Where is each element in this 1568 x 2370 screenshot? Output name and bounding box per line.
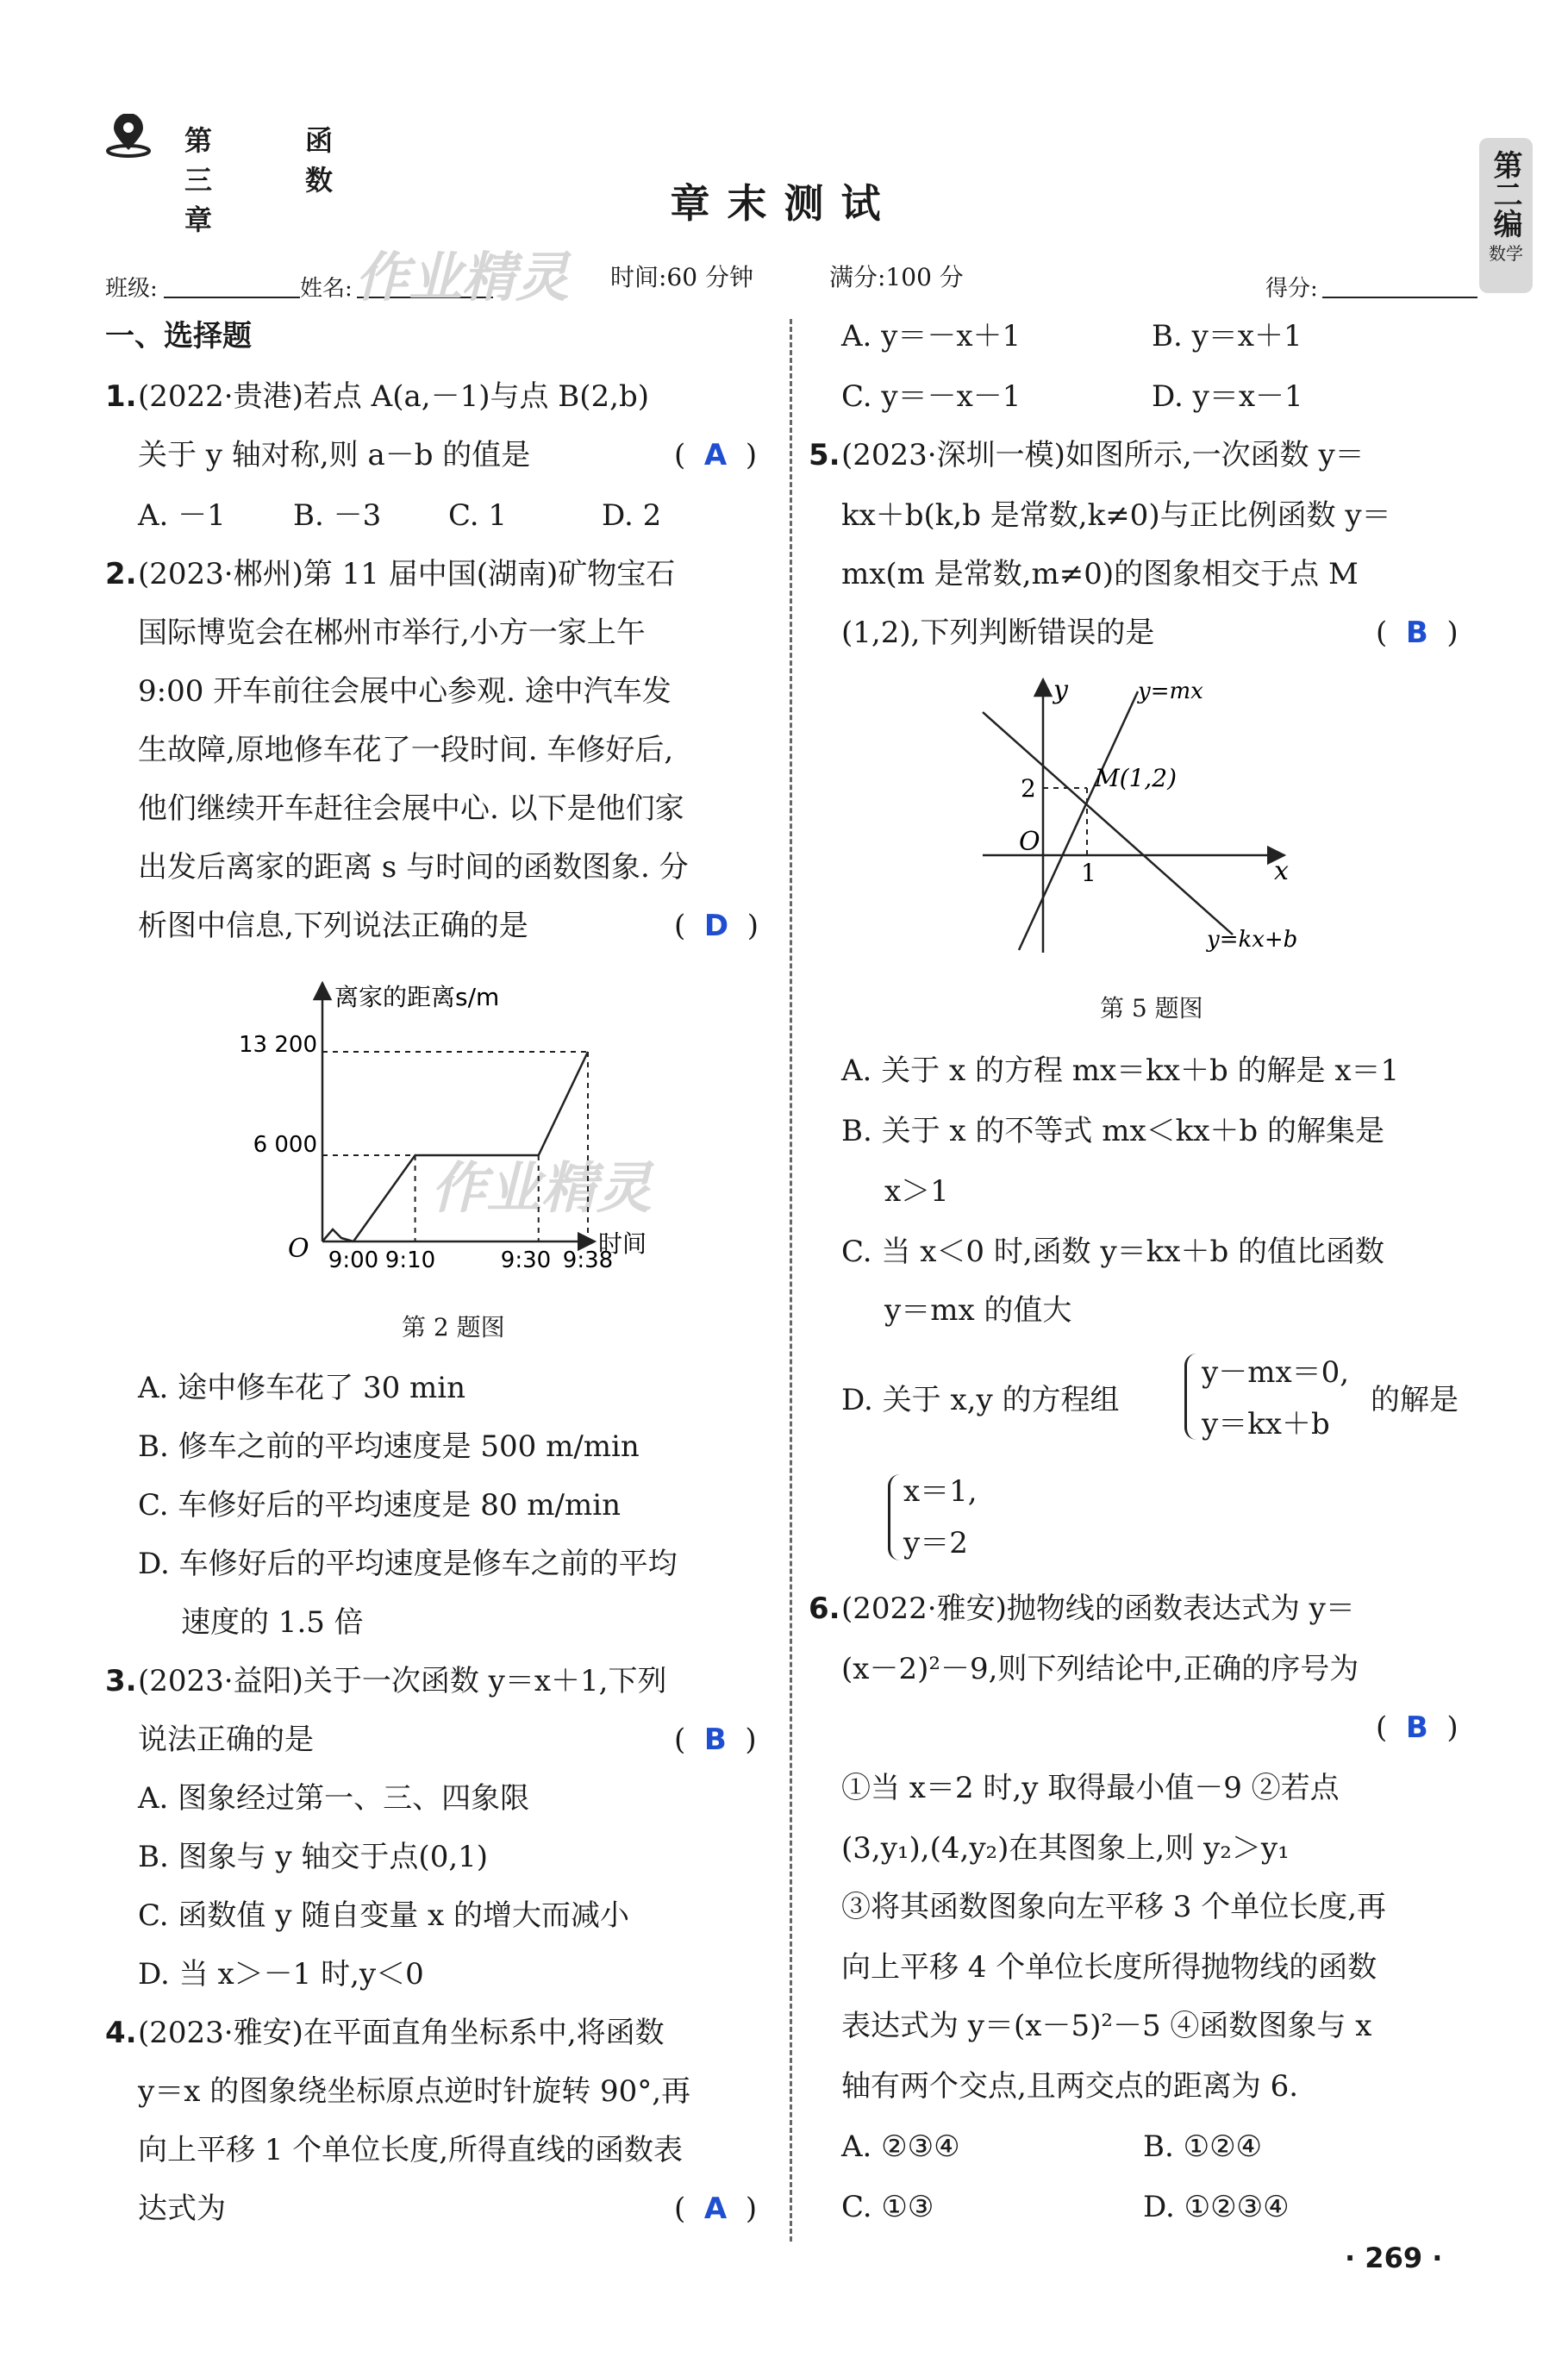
q6-statement-2: (3,y₁),(4,y₂)在其图象上,则 y₂＞y₁ — [841, 1831, 1290, 1866]
q1-option-d: D. 2 — [602, 498, 662, 533]
q2-option-d: D. 车修好后的平均速度是修车之前的平均 — [138, 1547, 678, 1581]
q3-line2: 说法正确的是 — [138, 1723, 314, 1757]
q5-option-b: B. 关于 x 的不等式 mx＜kx＋b 的解集是 — [841, 1114, 1384, 1148]
q2-option-a: A. 途中修车花了 30 min — [138, 1371, 466, 1405]
class-blank — [164, 271, 300, 298]
linear-functions-graph — [974, 672, 1319, 966]
q2-line3: 9:00 开车前往会展中心参观. 途中汽车发 — [138, 674, 672, 709]
chart-x-label: 时间 — [598, 1229, 647, 1258]
q6-statement-3: ③将其函数图象向左平移 3 个单位长度,再 — [841, 1890, 1387, 1924]
q4-line3: 向上平移 1 个单位长度,所得直线的函数表 — [138, 2133, 684, 2167]
chart-y-label: 离家的距离s/m — [334, 983, 500, 1011]
q5-answer-paren: ( B ) — [1376, 616, 1459, 650]
q2-line4: 生故障,原地修车花了一段时间. 车修好后, — [138, 733, 674, 767]
q5-graph-caption: 第 5 题图 — [1100, 994, 1203, 1022]
q1-answer-paren: ( A ) — [674, 438, 758, 472]
chart-xtick-910: 9:10 — [384, 1248, 436, 1273]
q2-answer: D — [703, 909, 729, 943]
q4-option-b: B. y＝x＋1 — [1152, 319, 1303, 353]
q2-answer-paren: ( D ) — [674, 909, 759, 943]
q6-number: 6. — [809, 1591, 840, 1626]
chapter-number: 第三章 — [184, 124, 213, 236]
class-label: 班级: — [105, 276, 158, 302]
chart-xtick-900: 9:00 — [328, 1248, 379, 1273]
q2-chart-caption: 第 2 题图 — [402, 1313, 505, 1341]
q5-option-c: C. 当 x＜0 时,函数 y＝kx＋b 的值比函数 — [841, 1235, 1385, 1269]
q1-answer: A — [703, 438, 728, 472]
q3-option-b: B. 图象与 y 轴交于点(0,1) — [138, 1840, 489, 1874]
full-score: 满分:100 分 — [829, 263, 964, 291]
graph-tick-y: 2 — [1021, 774, 1036, 803]
q1-option-c: C. 1 — [448, 498, 508, 533]
q2-line5: 他们继续开车赶往会展中心. 以下是他们家 — [138, 791, 684, 826]
q1-line2: 关于 y 轴对称,则 a－b 的值是 — [138, 438, 531, 472]
chart-axis-break — [322, 1229, 353, 1241]
q3-line1: (2023·益阳)关于一次函数 y＝x＋1,下列 — [138, 1664, 667, 1698]
q3-answer: B — [703, 1723, 727, 1757]
meta-row — [105, 246, 1476, 309]
q5-answer: B — [1405, 616, 1428, 650]
q4-number: 4. — [105, 2016, 137, 2050]
q2-line2: 国际博览会在郴州市举行,小方一家上午 — [138, 616, 646, 650]
name-label: 姓名: — [300, 276, 353, 302]
q5-d-solution-1: x＝1, — [903, 1474, 978, 1509]
chart-xtick-938: 9:38 — [562, 1248, 614, 1273]
chart-ytick-13200: 13 200 — [239, 1032, 317, 1058]
q6-line1: (2022·雅安)抛物线的函数表达式为 y＝ — [841, 1591, 1355, 1626]
q3-option-d: D. 当 x＞－1 时,y＜0 — [138, 1957, 424, 1992]
q4-answer: A — [703, 2192, 728, 2226]
q5-d-brace — [1184, 1354, 1199, 1440]
distance-time-chart — [233, 974, 681, 1276]
q6-option-d: D. ①②③④ — [1143, 2190, 1290, 2224]
q4-answer-paren: ( A ) — [674, 2192, 758, 2226]
q4-option-a: A. y＝－x＋1 — [841, 319, 1021, 353]
q5-option-d-post: 的解是 — [1371, 1383, 1459, 1417]
graph-x-label: x — [1274, 856, 1289, 886]
graph-point-label: M(1,2) — [1095, 764, 1178, 792]
page-title: 章末测试 — [670, 180, 898, 227]
q6-option-c: C. ①③ — [841, 2190, 934, 2224]
q5-option-a: A. 关于 x 的方程 mx＝kx＋b 的解是 x＝1 — [841, 1054, 1400, 1088]
q6-answer-paren: ( B ) — [1376, 1710, 1459, 1745]
q2-line7: 析图中信息,下列说法正确的是 — [138, 909, 528, 943]
q5-line2: kx＋b(k,b 是常数,k≠0)与正比例函数 y＝ — [841, 498, 1391, 533]
q6-line2: (x－2)²－9,则下列结论中,正确的序号为 — [841, 1652, 1359, 1686]
q5-line1: (2023·深圳一模)如图所示,一次函数 y＝ — [841, 438, 1365, 472]
q5-d-solution-2: y＝2 — [903, 1526, 968, 1560]
location-pin-icon — [105, 114, 152, 159]
q5-d-system-1: y－mx＝0, — [1202, 1355, 1350, 1390]
chart-watermark: 作业精灵 — [431, 1157, 652, 1221]
q5-option-c-cont: y＝mx 的值大 — [884, 1293, 1072, 1328]
q3-option-c: C. 函数值 y 随自变量 x 的增大而减小 — [138, 1898, 630, 1933]
side-tab-sub: 数学 — [1489, 243, 1523, 264]
score-blank — [1322, 271, 1477, 298]
q6-option-a: A. ②③④ — [841, 2129, 960, 2164]
q2-option-c: C. 车修好后的平均速度是 80 m/min — [138, 1488, 622, 1523]
q5-line4: (1,2),下列判断错误的是 — [841, 616, 1155, 650]
q1-option-a: A. －1 — [138, 498, 226, 533]
graph-line-mx — [1019, 691, 1138, 950]
q4-line1: (2023·雅安)在平面直角坐标系中,将函数 — [138, 2016, 665, 2050]
column-divider — [790, 319, 792, 2242]
q2-line1: (2023·郴州)第 11 届中国(湖南)矿物宝石 — [138, 557, 676, 591]
q4-option-d: D. y＝x－1 — [1152, 379, 1303, 414]
q4-line4: 达式为 — [138, 2192, 226, 2226]
page-number: · 269 · — [1345, 2242, 1443, 2274]
q5-line3: mx(m 是常数,m≠0)的图象相交于点 M — [841, 557, 1359, 591]
q6-statement-5: 表达式为 y＝(x－5)²－5 ④函数图象与 x — [841, 2009, 1372, 2043]
graph-tick-x: 1 — [1081, 859, 1096, 887]
q6-statement-4: 向上平移 4 个单位长度所得抛物线的函数 — [841, 1950, 1377, 1985]
q2-line6: 出发后离家的距离 s 与时间的函数图象. 分 — [138, 850, 689, 885]
chapter-title: 函数 — [305, 124, 334, 197]
graph-line-kxb — [983, 712, 1233, 935]
q6-answer: B — [1405, 1710, 1428, 1745]
q6-statement-6: 轴有两个交点,且两交点的距离为 6. — [841, 2069, 1299, 2104]
q1-option-b: B. －3 — [293, 498, 382, 533]
q3-answer-paren: ( B ) — [674, 1723, 757, 1757]
q5-option-b-cont: x＞1 — [884, 1174, 949, 1209]
q4-option-c: C. y＝－x－1 — [841, 379, 1021, 414]
section-heading: 一、选择题 — [105, 319, 252, 353]
graph-origin: O — [1019, 827, 1040, 857]
q3-number: 3. — [105, 1664, 137, 1698]
q2-option-d-cont: 速度的 1.5 倍 — [181, 1605, 364, 1640]
q6-statement-1: ①当 x＝2 时,y 取得最小值－9 ②若点 — [841, 1771, 1340, 1805]
graph-y-label: y — [1053, 675, 1068, 705]
chart-xtick-930: 9:30 — [500, 1248, 552, 1273]
q2-number: 2. — [105, 557, 137, 591]
q2-option-b: B. 修车之前的平均速度是 500 m/min — [138, 1429, 640, 1464]
q6-option-b: B. ①②④ — [1143, 2129, 1263, 2164]
chart-origin: O — [288, 1234, 309, 1264]
q5-d-solution-brace — [888, 1474, 903, 1560]
q1-line1: (2022·贵港)若点 A(a,－1)与点 B(2,b) — [138, 379, 649, 414]
graph-line1-label: y=mx — [1138, 678, 1203, 704]
time-limit: 时间:60 分钟 — [610, 263, 753, 291]
q5-number: 5. — [809, 438, 840, 472]
q1-number: 1. — [105, 379, 137, 414]
side-tab-label: 第二编 — [1488, 150, 1522, 238]
watermark: 作业精灵 — [355, 246, 570, 309]
q5-d-system-2: y＝kx＋b — [1202, 1407, 1330, 1441]
score-label: 得分: — [1265, 276, 1318, 302]
graph-line2-label: y=kx+b — [1207, 927, 1298, 953]
chart-ytick-6000: 6 000 — [253, 1132, 317, 1158]
q5-option-d: D. 关于 x,y 的方程组 — [841, 1383, 1120, 1417]
q4-line2: y＝x 的图象绕坐标原点逆时针旋转 90°,再 — [138, 2074, 691, 2109]
q3-option-a: A. 图象经过第一、三、四象限 — [138, 1781, 530, 1816]
